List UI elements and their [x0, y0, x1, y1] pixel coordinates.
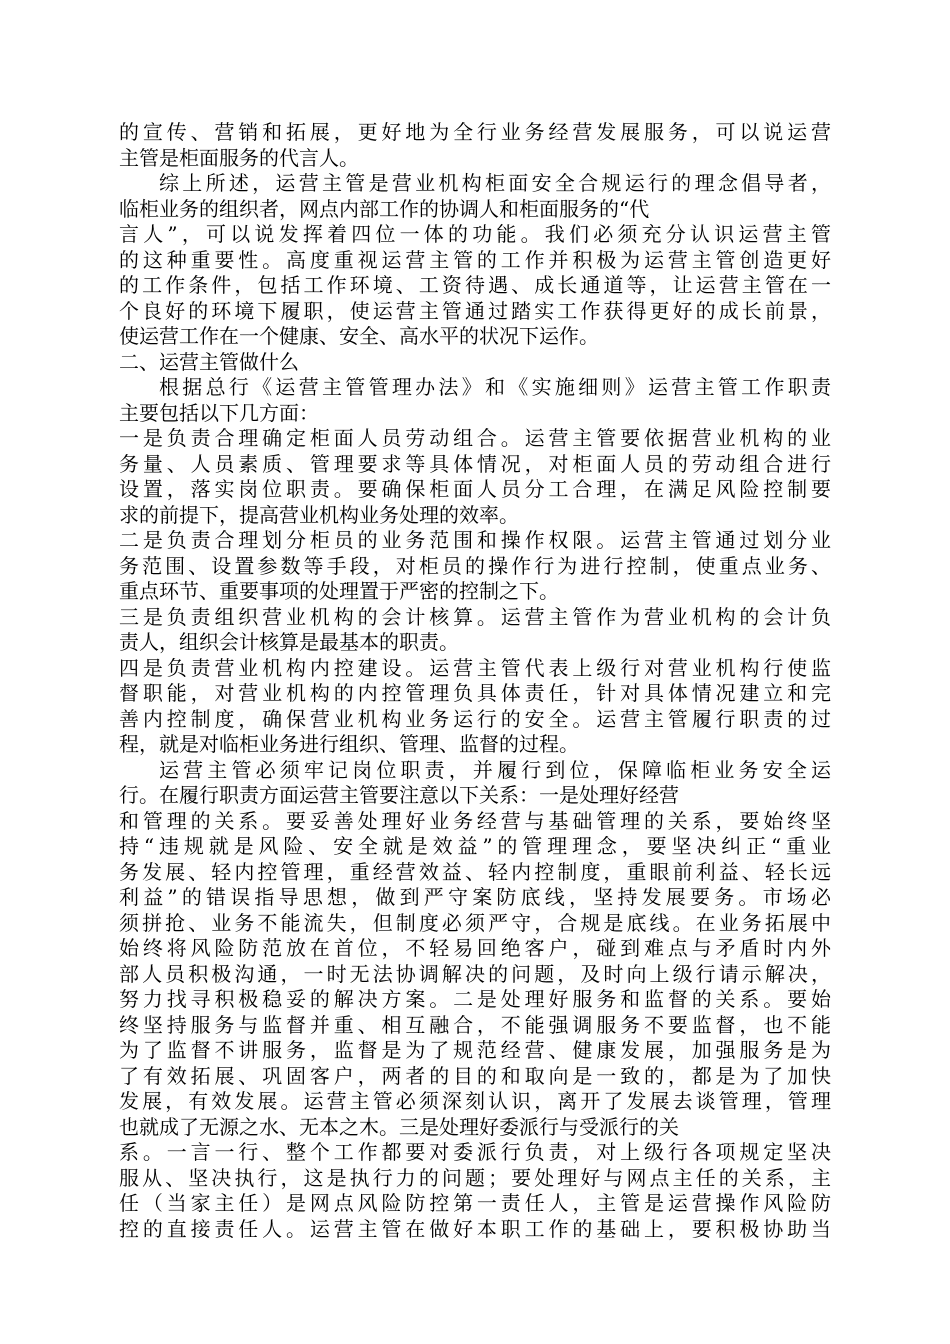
text-line: 了有效拓展、巩固客户，两者的目的和取向是一致的，都是为了加快 [119, 1063, 831, 1088]
text-line: 行。在履行职责方面运营主管要注意以下关系：一是处理好经营 [119, 783, 679, 807]
text-line: 利益”的错误指导思想，做到严守案防底线，坚持发展要务。市场必 [119, 885, 831, 909]
text-line: 程，就是对临柜业务进行组织、管理、监督的过程。 [119, 732, 579, 756]
text-line: 一是负责合理确定柜面人员劳动组合。运营主管要依据营业机构的业 [119, 426, 831, 450]
text-line: 二是负责合理划分柜员的业务范围和操作权限。运营主管通过划分业 [119, 528, 831, 552]
text-line: 为了监督不讲服务，监督是为了规范经营、健康发展，加强服务是为 [119, 1038, 831, 1062]
text-line: 系。一言一行、整个工作都要对委派行负责，对上级行各项规定坚决 [119, 1140, 831, 1164]
text-line: 努力找寻积极稳妥的解决方案。二是处理好服务和监督的关系。要始 [119, 987, 831, 1011]
text-line: 也就成了无源之水、无本之木。三是处理好委派行与受派行的关 [119, 1114, 679, 1139]
text-line: 个良好的环境下履职，使运营主管通过踏实工作获得更好的成长前景， [119, 298, 831, 323]
text-line: 务发展、轻内控管理，重经营效益、轻内控制度，重眼前利益、轻长远 [119, 859, 831, 884]
text-line: 言人”，可以说发挥着四位一体的功能。我们必须充分认识运营主管 [119, 222, 831, 246]
text-line: 控的直接责任人。运营主管在做好本职工作的基础上，要积极协助当 [119, 1216, 831, 1241]
text-line: 督职能，对营业机构的内控管理负具体责任，针对具体情况建立和完 [119, 681, 831, 705]
text-line: 临柜业务的组织者，网点内部工作的协调人和柜面服务的“代 [119, 196, 650, 221]
text-line: 终坚持服务与监督并重、相互融合，不能强调服务不要监督，也不能 [119, 1012, 831, 1037]
text-line: 发展，有效发展。运营主管必须深刻认识，离开了发展去谈管理，管理 [119, 1089, 831, 1113]
text-line: 综上所述，运营主管是营业机构柜面安全合规运行的理念倡导者， [159, 171, 831, 195]
text-line: 持“违规就是风险、安全就是效益”的管理理念，要坚决纠正“重业 [119, 834, 831, 858]
text-line: 务量、人员素质、管理要求等具体情况，对柜面人员的劳动组合进行 [119, 451, 831, 476]
text-line: 的宣传、营销和拓展，更好地为全行业务经营发展服务，可以说运营 [119, 120, 831, 144]
document-body [119, 120, 831, 1242]
text-line: 主要包括以下几方面： [119, 400, 319, 425]
text-line: 责人，组织会计核算是最基本的职责。 [119, 630, 459, 654]
text-line: 根据总行《运营主管管理办法》和《实施细则》运营主管工作职责 [159, 375, 831, 399]
text-line: 运营主管必须牢记岗位职责，并履行到位，保障临柜业务安全运 [159, 757, 831, 782]
text-line: 的工作条件，包括工作环境、工资待遇、成长通道等，让运营主管在一 [119, 273, 831, 297]
text-line: 的这种重要性。高度重视运营主管的工作并积极为运营主管创造更好 [119, 247, 831, 272]
text-line: 善内控制度，确保营业机构业务运行的安全。运营主管履行职责的过 [119, 706, 831, 731]
text-line: 服从、坚决执行，这是执行力的问题；要处理好与网点主任的关系，主 [119, 1165, 831, 1190]
text-line: 设置，落实岗位职责。要确保柜面人员分工合理，在满足风险控制要 [119, 477, 831, 501]
text-line: 始终将风险防范放在首位，不轻易回绝客户，碰到难点与矛盾时内外 [119, 936, 831, 960]
text-line: 四是负责营业机构内控建设。运营主管代表上级行对营业机构行使监 [119, 655, 831, 680]
text-line: 求的前提下，提高营业机构业务处理的效率。 [119, 502, 519, 527]
text-line: 务范围、设置参数等手段，对柜员的操作行为进行控制，使重点业务、 [119, 553, 831, 578]
text-line: 三是负责组织营业机构的会计核算。运营主管作为营业机构的会计负 [119, 604, 831, 629]
text-line: 使运营工作在一个健康、安全、高水平的状况下运作。 [119, 324, 599, 348]
text-line: 部人员积极沟通，一时无法协调解决的问题，及时向上级行请示解决， [119, 961, 831, 986]
text-line: 重点环节、重要事项的处理置于严密的控制之下。 [119, 579, 559, 603]
text-line: 二、运营主管做什么 [119, 349, 299, 374]
text-line: 任（当家主任）是网点风险防控第一责任人，主管是运营操作风险防 [119, 1191, 831, 1215]
text-line: 须拼抢、业务不能流失，但制度必须严守，合规是底线。在业务拓展中 [119, 910, 831, 935]
text-line: 和管理的关系。要妥善处理好业务经营与基础管理的关系，要始终坚 [119, 808, 831, 833]
text-line: 主管是柜面服务的代言人。 [119, 145, 359, 170]
